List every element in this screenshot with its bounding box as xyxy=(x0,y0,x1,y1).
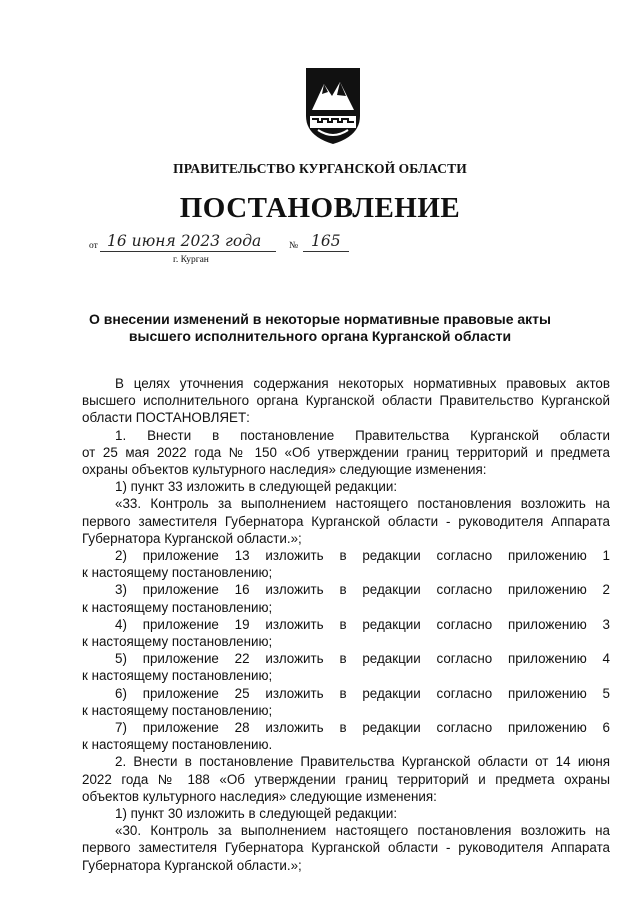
body-line: 2022 года № 188 «Об утверждении границ территорий и предмета охраны xyxy=(82,771,610,787)
city-label: г. Курган xyxy=(173,255,209,265)
body-line: 1) пункт 33 изложить в следующей редакции: xyxy=(115,479,398,495)
body-line: объектов культурного наследия» следующие изменения: xyxy=(82,788,437,804)
body-line: Губернатора Курганской области.»; xyxy=(82,530,302,546)
date-underline xyxy=(100,251,276,252)
body-line: первого заместителя Губернатора Курганской области - руководителя Аппарата xyxy=(82,513,610,529)
number-underline xyxy=(303,251,349,252)
body-line: «30. Контроль за выполнением настоящего постановления возложить на xyxy=(115,823,610,839)
body-line: Губернатора Курганской области.»; xyxy=(82,857,302,873)
coat-of-arms-icon xyxy=(304,66,362,146)
body-line: 2) приложение 13 изложить в редакции согласно приложению 1 xyxy=(115,548,610,564)
body-line: высшего исполнительного органа Курганской области Правительство Курганской xyxy=(82,393,610,409)
body-line: к настоящему постановлению; xyxy=(82,668,273,684)
body-line: от 25 мая 2022 года № 150 «Об утверждении границ территорий и предмета xyxy=(82,444,610,460)
date-prefix-label: от xyxy=(89,241,98,251)
body-line: к настоящему постановлению; xyxy=(82,634,273,650)
body-line: 6) приложение 25 изложить в редакции согласно приложению 5 xyxy=(115,685,610,701)
body-line: 4) приложение 19 изложить в редакции согласно приложению 3 xyxy=(115,616,610,632)
body-line: к настоящему постановлению; xyxy=(82,702,273,718)
body-line: к настоящему постановлению; xyxy=(82,565,273,581)
number-prefix-label: № xyxy=(289,241,299,251)
document-title-line-2: высшего исполнительного органа Курганской области xyxy=(128,328,512,344)
government-name: ПРАВИТЕЛЬСТВО КУРГАНСКОЙ ОБЛАСТИ xyxy=(173,161,467,176)
document-title-line-1: О внесении изменений в некоторые нормативные правовые акты xyxy=(88,311,551,327)
handwritten-date: 16 июня 2023 года xyxy=(107,232,262,250)
body-line: 1. Внести в постановление Правительства Курганской области xyxy=(115,427,610,443)
document-type-heading: ПОСТАНОВЛЕНИЕ xyxy=(179,192,461,224)
body-line: 3) приложение 16 изложить в редакции согласно приложению 2 xyxy=(115,582,610,598)
handwritten-number: 165 xyxy=(311,232,341,250)
body-line: охраны объектов культурного наследия» следующие изменения: xyxy=(82,462,487,478)
body-line: «33. Контроль за выполнением настоящего постановления возложить на xyxy=(115,496,610,512)
body-line: первого заместителя Губернатора Курганской области - руководителя Аппарата xyxy=(82,840,610,856)
body-line: к настоящему постановлению. xyxy=(82,737,273,753)
body-line: 7) приложение 28 изложить в редакции согласно приложению 6 xyxy=(115,720,610,736)
body-line: 1) пункт 30 изложить в следующей редакции: xyxy=(115,806,398,822)
body-line: 5) приложение 22 изложить в редакции согласно приложению 4 xyxy=(115,651,610,667)
document-body xyxy=(82,375,610,874)
body-line: области ПОСТАНОВЛЯЕТ: xyxy=(82,410,250,426)
body-line: 2. Внести в постановление Правительства Курганской области от 14 июня xyxy=(115,754,610,770)
body-line: В целях уточнения содержания некоторых нормативных правовых актов xyxy=(115,376,610,391)
body-line: к настоящему постановлению; xyxy=(82,599,273,615)
